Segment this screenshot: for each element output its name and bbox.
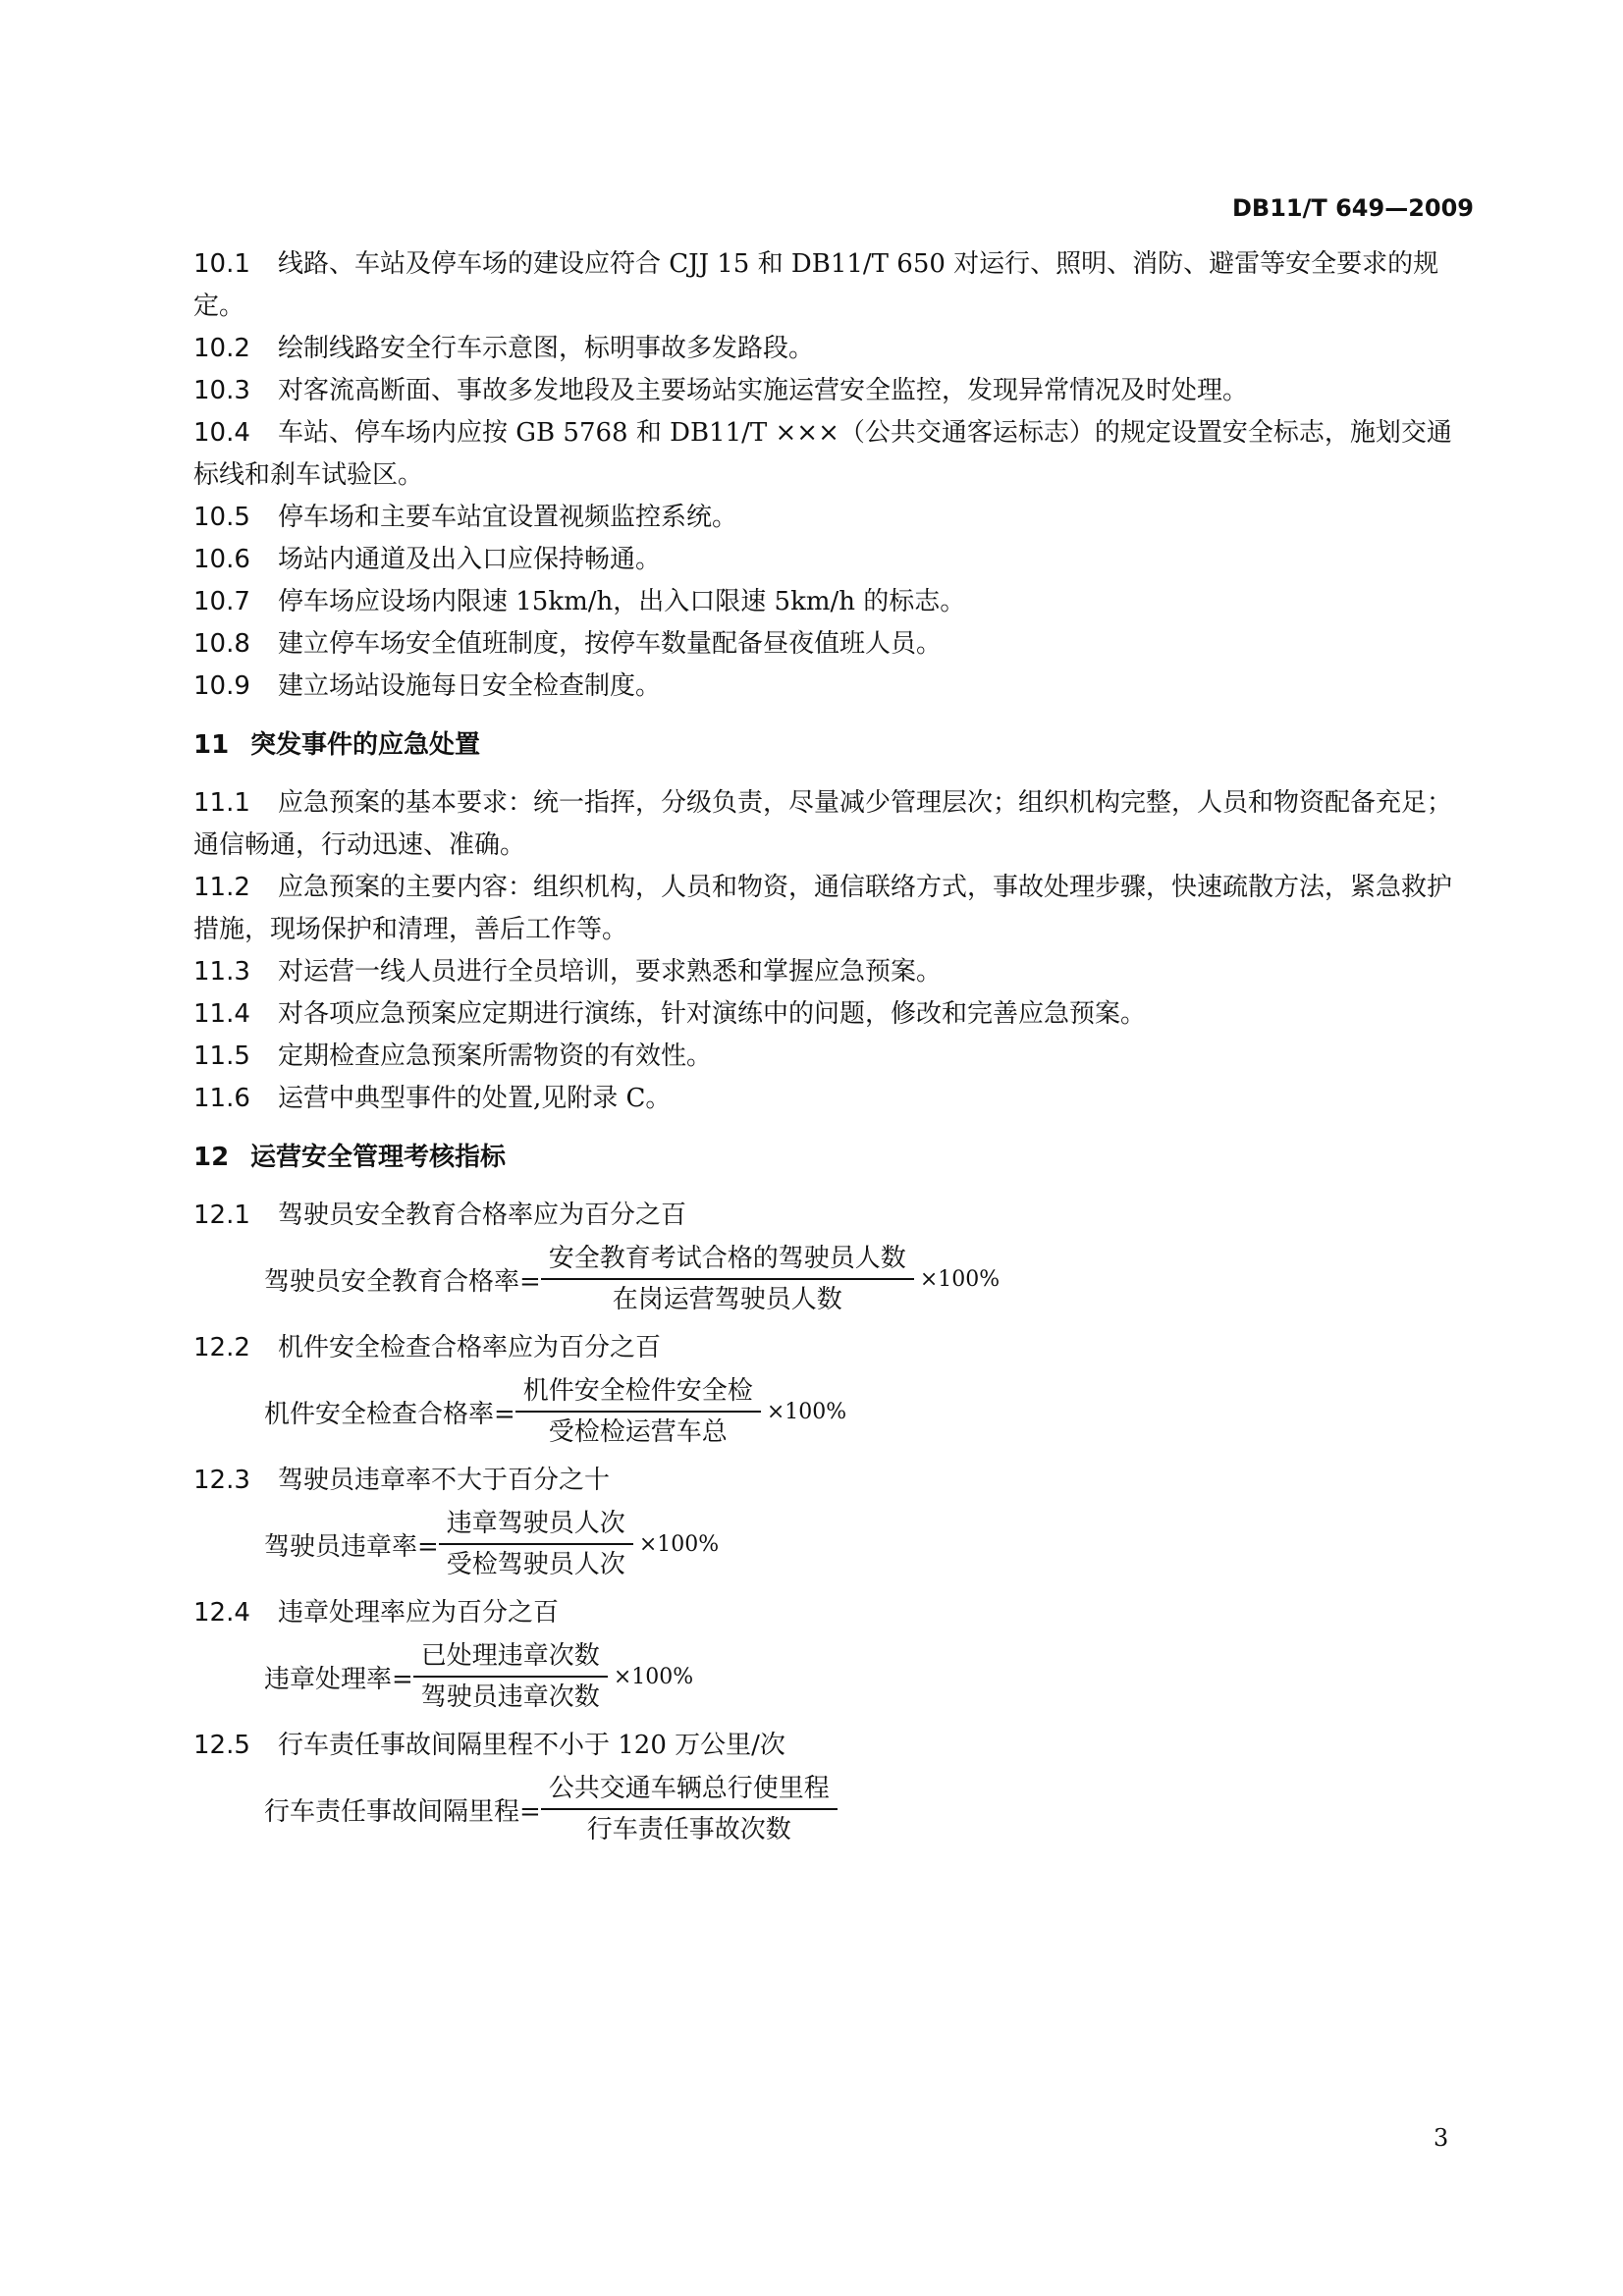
numerator: 违章驾驶员人次 [439,1506,633,1545]
clause-10-1 [193,243,1470,328]
clause-11-6 [193,1078,1470,1120]
fraction [413,1638,608,1715]
formula-12-5 [264,1771,1470,1847]
clause-11-3 [193,951,1470,993]
formula-12-3 [264,1506,1470,1582]
formula-lhs: 驾驶员安全教育合格率= [264,1266,541,1297]
fraction [439,1506,633,1582]
clause-text: 定期检查应急预案所需物资的有效性。 [278,1041,713,1071]
clause-text: 场站内通道及出入口应保持畅通。 [278,545,662,574]
formula-12-4 [264,1638,1470,1715]
clause-number: 12.4 [193,1598,250,1628]
section-title: 突发事件的应急处置 [250,730,481,760]
clause-text: 对客流高断面、事故多发地段及主要场站实施运营安全监控，发现异常情况及时处理。 [278,376,1249,405]
page-content [193,243,1470,1857]
multiplier: ×100% [919,1266,1001,1292]
clause-12-4 [193,1592,1470,1634]
clause-12-2 [193,1327,1470,1369]
clause-text: 对运营一线人员进行全员培训，要求熟悉和掌握应急预案。 [278,957,943,987]
clause-text: 建立场站设施每日安全检查制度。 [278,671,662,701]
clause-number: 11.4 [193,999,250,1029]
clause-number: 11.6 [193,1084,250,1113]
clause-number: 12.1 [193,1201,250,1230]
clause-10-8 [193,623,1470,666]
clause-number: 12.5 [193,1731,250,1760]
clause-text: 停车场和主要车站宜设置视频监控系统。 [278,503,738,532]
clause-text: 机件安全检查合格率应为百分之百 [278,1333,662,1362]
multiplier: ×100% [638,1531,720,1557]
clause-10-3 [193,370,1470,412]
clause-number: 10.4 [193,418,250,448]
clause-12-3 [193,1460,1470,1502]
clause-10-9 [193,666,1470,708]
denominator: 受检驾驶员人次 [446,1550,625,1579]
denominator: 在岗运营驾驶员人数 [612,1285,842,1314]
formula-12-2 [264,1373,1470,1450]
clause-number: 12.2 [193,1333,250,1362]
clause-number: 11.3 [193,957,250,987]
clause-text: 行车责任事故间隔里程不小于 120 万公里/次 [278,1731,785,1760]
fraction [515,1373,761,1450]
clause-text: 绘制线路安全行车示意图，标明事故多发路段。 [278,334,815,363]
clause-12-5 [193,1725,1470,1767]
clause-number: 10.7 [193,587,250,616]
clause-number: 10.2 [193,334,250,363]
section-title: 运营安全管理考核指标 [250,1143,507,1172]
clause-10-2 [193,328,1470,370]
page-number: 3 [1434,2124,1449,2152]
numerator: 安全教育考试合格的驾驶员人数 [541,1241,914,1280]
section-12-heading [193,1138,1470,1177]
formula-lhs: 驾驶员违章率= [264,1531,439,1562]
clause-10-6 [193,539,1470,581]
clause-number: 10.8 [193,629,250,659]
clause-text: 停车场应设场内限速 15km/h，出入口限速 5km/h 的标志。 [278,587,966,616]
clause-text: 应急预案的基本要求：统一指挥，分级负责，尽量减少管理层次；组织机构完整，人员和物资配备充足；通信畅通，行动迅速、准确。 [193,788,1453,860]
numerator: 已处理违章次数 [413,1638,608,1678]
clause-11-2 [193,867,1470,951]
clause-number: 11.2 [193,873,250,902]
clause-10-7 [193,581,1470,623]
clause-10-4 [193,412,1470,497]
clause-text: 对各项应急预案应定期进行演练，针对演练中的问题，修改和完善应急预案。 [278,999,1147,1029]
clause-text: 建立停车场安全值班制度，按停车数量配备昼夜值班人员。 [278,629,943,659]
formula-lhs: 行车责任事故间隔里程= [264,1796,541,1827]
formula-12-1 [264,1241,1470,1317]
multiplier: ×100% [613,1664,694,1689]
section-11-heading [193,725,1470,765]
clause-text: 驾驶员安全教育合格率应为百分之百 [278,1201,687,1230]
clause-number: 12.3 [193,1466,250,1495]
clause-number: 10.5 [193,503,250,532]
clause-number: 11.1 [193,788,250,818]
clause-11-4 [193,993,1470,1036]
numerator: 公共交通车辆总行使里程 [541,1771,838,1810]
section-number: 11 [193,730,230,760]
fraction [541,1771,838,1847]
clause-text: 运营中典型事件的处置,见附录 C。 [278,1084,672,1113]
clause-number: 10.3 [193,376,250,405]
clause-12-1 [193,1195,1470,1237]
clause-text: 驾驶员违章率不大于百分之十 [278,1466,611,1495]
numerator: 机件安全检件安全检 [515,1373,761,1413]
clause-text: 线路、车站及停车场的建设应符合 CJJ 15 和 DB11/T 650 对运行、照明、消防、避雷等安全要求的规定。 [193,249,1439,321]
clause-11-5 [193,1036,1470,1078]
clause-number: 11.5 [193,1041,250,1071]
clause-number: 10.1 [193,249,250,279]
clause-11-1 [193,782,1470,867]
fraction [541,1241,914,1317]
clause-text: 车站、停车场内应按 GB 5768 和 DB11/T ×××（公共交通客运标志）的规定设置安全标志，施划交通标线和刹车试验区。 [193,418,1452,490]
formula-lhs: 机件安全检查合格率= [264,1399,515,1429]
clause-number: 10.9 [193,671,250,701]
clause-number: 10.6 [193,545,250,574]
formula-lhs: 违章处理率= [264,1664,413,1694]
section-number: 12 [193,1143,230,1172]
clause-text: 应急预案的主要内容：组织机构，人员和物资，通信联络方式，事故处理步骤，快速疏散方法，紧急救护措施，现场保护和清理，善后工作等。 [193,873,1453,944]
denominator: 驾驶员违章次数 [420,1682,600,1712]
document-code-header: DB11/T 649—2009 [1232,194,1474,222]
clause-10-5 [193,497,1470,539]
denominator: 行车责任事故次数 [586,1815,791,1844]
clause-text: 违章处理率应为百分之百 [278,1598,560,1628]
denominator: 受检检运营车总 [548,1417,728,1447]
multiplier: ×100% [766,1399,847,1424]
